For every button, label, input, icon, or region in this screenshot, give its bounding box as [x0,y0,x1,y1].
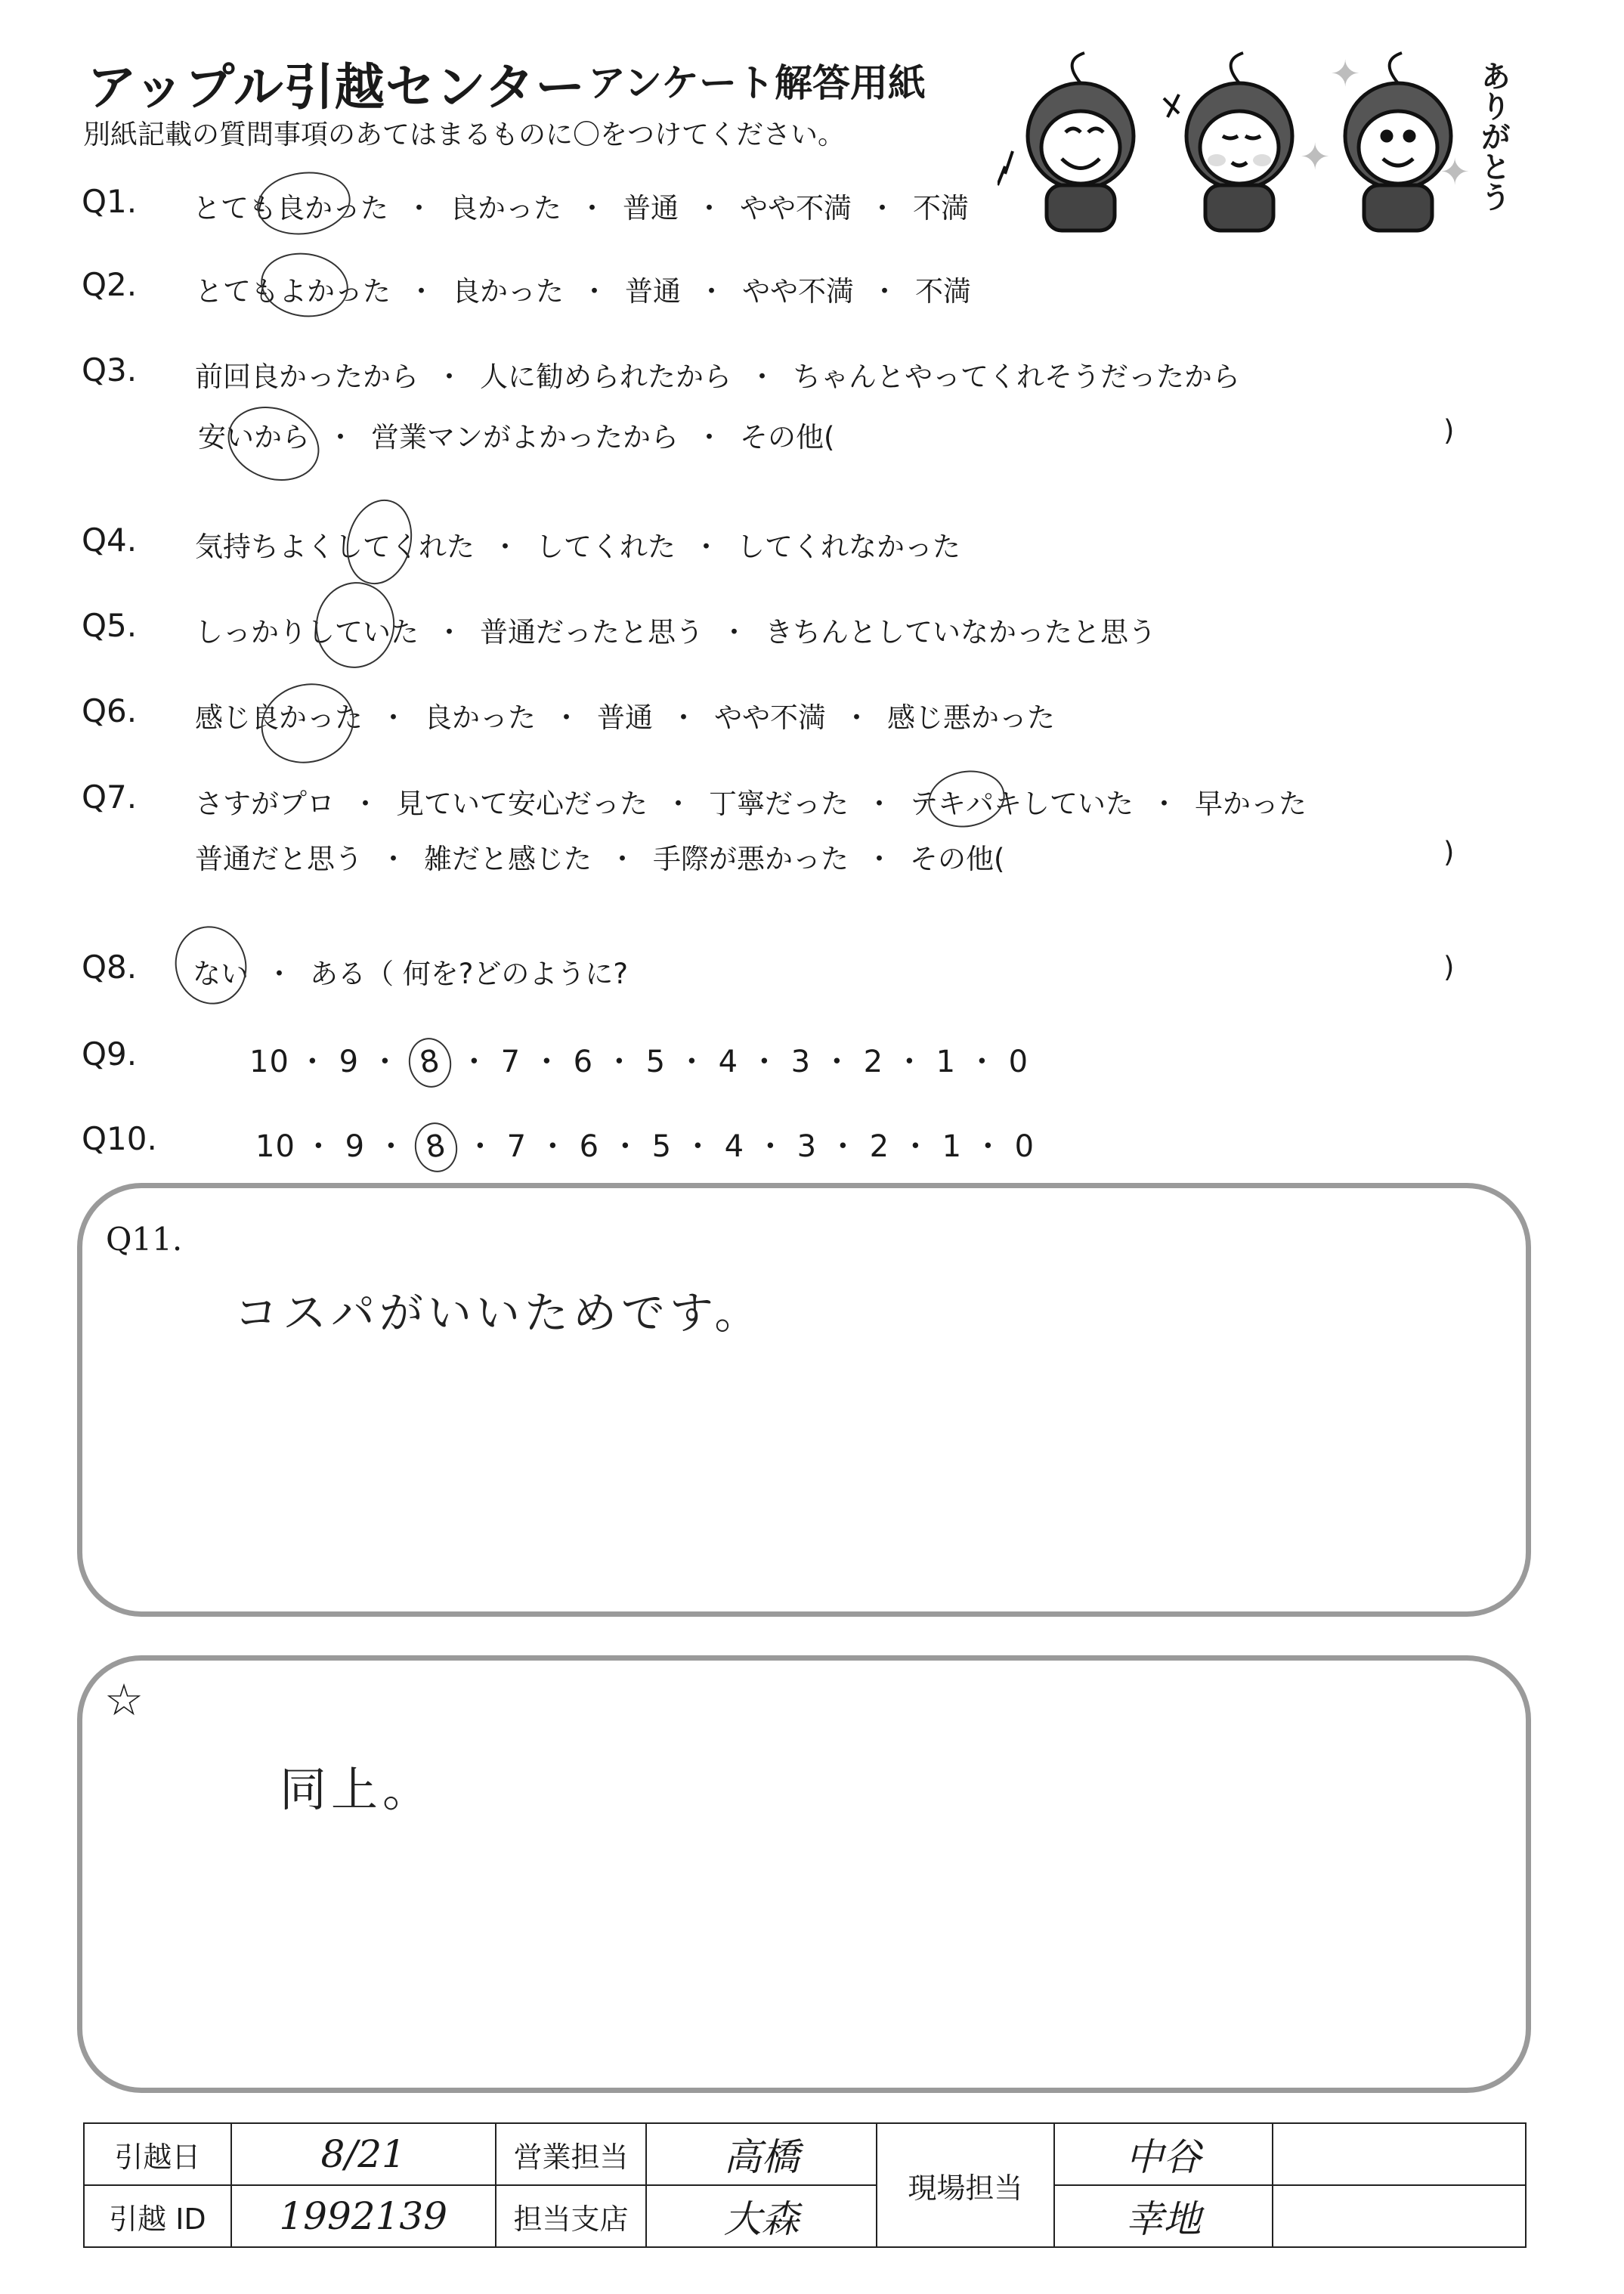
comment-handwritten-answer: 同上。 [280,1762,435,1817]
option[interactable]: しっかりしていた [195,616,419,649]
survey-brand-title: アップル引越センター [87,58,586,116]
option[interactable]: その他( [910,843,1005,875]
answer-circle [309,576,401,674]
question-options: 前回良かったから ・ 人に勧められたから ・ ちゃんとやってくれそうだったから [195,361,1240,393]
option[interactable]: とても良かった [193,192,388,224]
option[interactable]: 普通だったと思う [480,616,704,649]
question-label: Q5. [82,607,138,644]
option[interactable]: 営業マンがよかったから [371,421,679,454]
question-options: 気持ちよくしてくれた ・ してくれた ・ してくれなかった [195,531,960,563]
close-paren: ) [1443,836,1455,868]
question-options: とても良かった ・ 良かった ・ 普通 ・ やや不満 ・ 不満 [193,192,969,224]
answer-circle [166,918,255,1013]
comment-answer-box[interactable] [77,1655,1531,2093]
rating-option[interactable]: 3 [790,1045,812,1079]
site-staff-value-2[interactable]: 幸地 [1054,2185,1273,2247]
option[interactable]: 不満 [915,275,971,308]
q11-handwritten-answer: コスパがいいためです。 [234,1287,763,1339]
rating-option[interactable]: 5 [651,1129,673,1164]
option[interactable]: 雑だと感じた [424,843,592,875]
rating-option[interactable]: 6 [579,1129,600,1164]
option[interactable]: 良かった [424,701,536,734]
branch-label: 担当支店 [496,2185,647,2247]
option[interactable]: してくれた [536,531,676,563]
option[interactable]: 気持ちよくしてくれた [195,531,475,563]
question-label: Q8. [82,949,138,986]
survey-subtitle: アンケート解答用紙 [588,61,926,105]
rating-option[interactable]: 2 [863,1045,884,1079]
question-label: Q10. [82,1120,157,1157]
option[interactable]: 見ていて安心だった [396,788,648,820]
question-options-row2: 普通だと思う ・ 雑だと感じた ・ 手際が悪かった ・ その他( [195,843,1005,875]
rating-option-selected[interactable]: 8 [405,1035,456,1091]
sparkle-icon: ✦ [1330,53,1361,95]
rating-scale: 10 ・ 9 ・ 8 ・ 7 ・ 6 ・ 5 ・ 4 ・ 3 ・ 2 ・ 1 ・ 0 [255,1122,1038,1172]
branch-value[interactable]: 大森 [646,2185,877,2247]
move-id-value[interactable]: 1992139 [231,2185,496,2247]
answer-circle [338,492,422,592]
rating-option[interactable]: 2 [869,1129,890,1164]
rating-option[interactable]: 4 [718,1045,739,1079]
option[interactable]: やや不満 [714,701,826,734]
answer-circle [253,166,354,240]
move-id-label: 引越 ID [84,2185,231,2247]
rating-option[interactable]: 9 [339,1045,360,1079]
option[interactable]: その他( [740,421,835,454]
close-paren: ) [1443,951,1455,983]
question-label: Q3. [82,351,138,389]
answer-circle [252,673,363,774]
option[interactable]: テキパキしていた [910,788,1134,820]
question-options: ない ・ ある（ 何を?どのように? [193,958,629,990]
option[interactable]: 普通 [597,701,653,734]
empty-cell[interactable] [1273,2123,1526,2185]
rating-option[interactable]: 0 [1014,1129,1035,1164]
answer-circle [218,395,330,494]
rating-option[interactable]: 7 [500,1045,521,1079]
rating-option-selected[interactable]: 8 [411,1119,462,1176]
option[interactable]: ある（ 何を?どのように? [310,958,629,990]
option[interactable]: 安いから [198,421,310,454]
move-date-value[interactable]: 8/21 [231,2123,496,2185]
staff-info-table [83,2122,1527,2248]
option[interactable]: ちゃんとやってくれそうだったから [793,361,1240,393]
mascot-illustration [998,45,1527,249]
sales-staff-value[interactable]: 高橋 [646,2123,877,2185]
rating-option[interactable]: 10 [255,1129,295,1164]
option[interactable]: やや不満 [742,275,854,308]
option[interactable]: 普通 [623,192,679,224]
option[interactable]: きちんとしていなかったと思う [765,616,1156,649]
option[interactable]: 感じ悪かった [887,701,1055,734]
rating-option[interactable]: 4 [724,1129,745,1164]
question-label: Q6. [82,692,138,729]
question-options: とてもよかった ・ 良かった ・ 普通 ・ やや不満 ・ 不満 [195,275,971,308]
question-label: Q2. [82,266,138,303]
question-label: Q7. [82,779,138,816]
close-paren: ) [1443,414,1455,447]
option[interactable]: 良かった [452,275,564,308]
question-label: Q9. [82,1036,138,1073]
star-icon: ☆ [104,1674,144,1726]
rating-option[interactable]: 0 [1008,1045,1029,1079]
rating-option[interactable]: 3 [797,1129,818,1164]
rating-option[interactable]: 7 [506,1129,527,1164]
option[interactable]: 人に勧められたから [480,361,732,393]
option[interactable]: ない [193,958,249,990]
option[interactable]: してくれなかった [737,531,960,563]
rating-option[interactable]: 1 [942,1129,963,1164]
question-options-row2: 安いから ・ 営業マンがよかったから ・ その他( [198,421,835,454]
rating-option[interactable]: 6 [573,1045,594,1079]
site-staff-value-1[interactable]: 中谷 [1054,2123,1273,2185]
empty-cell[interactable] [1273,2185,1526,2247]
rating-option[interactable]: 10 [249,1045,289,1079]
question-label: Q4. [82,522,138,559]
option[interactable]: 丁寧だった [709,788,849,820]
rating-option[interactable]: 5 [645,1045,667,1079]
option[interactable]: 普通だと思う [195,843,363,875]
question-options: さすがプロ ・ 見ていて安心だった ・ 丁寧だった ・ テキパキしていた ・ 早かった [195,788,1307,820]
option[interactable]: 手際が悪かった [653,843,849,875]
sparkle-icon: ✦ [1440,151,1471,193]
answer-circle [257,247,353,322]
thanks-text: ありがとう [1476,60,1511,212]
instruction-text: 別紙記載の質問事項のあてはまるものに〇をつけてください。 [83,119,846,150]
q11-label: Q11. [106,1221,183,1258]
question-options: しっかりしていた ・ 普通だったと思う ・ きちんとしていなかったと思う [195,616,1156,649]
move-date-label: 引越日 [84,2123,231,2185]
sparkle-icon: ✦ [1300,136,1331,178]
option[interactable]: さすがプロ [195,788,335,820]
option[interactable]: 前回良かったから [195,361,419,393]
option[interactable]: 良かった [450,192,561,224]
sales-staff-label: 営業担当 [496,2123,647,2185]
rating-scale: 10 ・ 9 ・ 8 ・ 7 ・ 6 ・ 5 ・ 4 ・ 3 ・ 2 ・ 1 ・ 0 [249,1038,1032,1088]
q11-answer-box[interactable] [77,1183,1531,1617]
question-label: Q1. [82,183,138,220]
question-options: 感じ良かった ・ 良かった ・ 普通 ・ やや不満 ・ 感じ悪かった [195,701,1055,734]
option[interactable]: 早かった [1195,788,1307,820]
site-staff-label: 現場担当 [877,2123,1054,2247]
option[interactable]: やや不満 [740,192,852,224]
option[interactable]: 感じ良かった [195,701,363,734]
option[interactable]: 普通 [625,275,681,308]
rating-option[interactable]: 1 [936,1045,957,1079]
option[interactable]: 不満 [913,192,969,224]
option[interactable]: とてもよかった [195,275,391,308]
rating-option[interactable]: 9 [345,1129,366,1164]
answer-circle [923,765,1009,834]
